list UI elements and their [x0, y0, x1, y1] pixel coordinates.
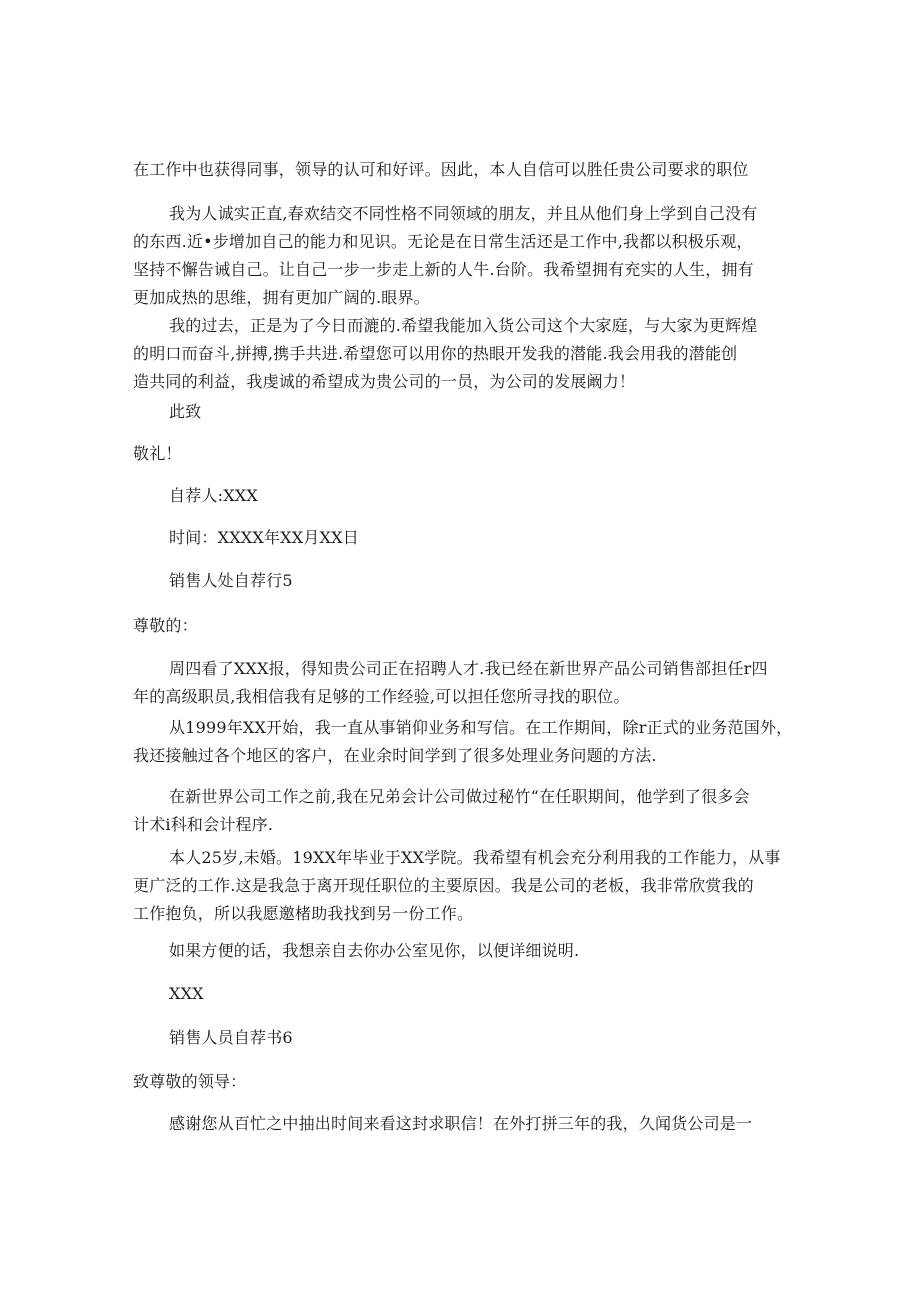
- signature-xxx: XXX: [169, 984, 204, 1003]
- paragraph-continuation: 在工作中也获得同事，领导的认可和好评。因此，本人自信可以胜任贵公司要求的职位: [133, 160, 749, 179]
- paragraph-prior-job: 在新世界公司工作之前,我在兄弟会计公司做过秘竹“在任职期间，他学到了很多会 计术i科和会计程序.: [133, 787, 750, 834]
- greeting: 尊敬的：: [133, 616, 198, 635]
- paragraph-intro: 周四看了XXX报，得知贵公司正在招聘人才.我已经在新世界产品公司销售部担任r四 年的高级职员,我相信我有足够的工作经验,可以担任您所寻找的职位。: [133, 659, 768, 706]
- paragraph-personal: 本人25岁,未婚。19XX年毕业于XX学院。我希望有机会充分利用我的工作能力，从事 更广泛的工作.这是我急于离开现任职位的主要原因。我是公司的老板，我非常欣赏我的 工作抱负，所以我愿邀楮助我找到另一份工作。: [133, 848, 781, 923]
- paragraph-meeting: 如果方便的话，我想亲自去你办公室见你，以便详细说明.: [169, 941, 580, 960]
- section-title-6: 销售人员自荐书6: [169, 1028, 293, 1047]
- closing-regards: 敬礼！: [133, 444, 182, 463]
- section-title-5: 销售人处自荐行5: [169, 571, 293, 590]
- signature-date: 时间：XXXX年XX月XX日: [169, 528, 359, 547]
- closing-salutation: 此致: [169, 402, 202, 421]
- paragraph-experience: 从1999年XX开始，我一直从事销仰业务和写信。在工作期间，除r正式的业务范国外， 我还接触过各个地区的客户，在业余时间学到了很多处理业务问题的方法.: [133, 718, 793, 765]
- paragraph-past: 我的过去，正是为了今日而漉的.希望我能加入货公司这个大家庭，与大家为更辉煌 的明口而奋斗,拼搏,携手共进.希望您可以用你的热眼开发我的潜能.我会用我的潜能创 造共同的利益，我虔诚的希望成为贵公司的一员，为公司的发展阚力！: [133, 316, 758, 391]
- paragraph-personality: 我为人诚实正直,春欢结交不同性格不同领域的朋友，并且从他们身上学到自己没有 的东西.近•步增加自己的能力和见识。无论是在日常生活还是工作中,我都以积极乐观， 坚持不懈告诫自己。让自己一步一步走上新的人牛.台阶。我希望拥有充实的人生，拥有 更加成热的思维，拥有更加广阔的.眼界。: [133, 204, 758, 307]
- greeting-leader: 致尊敬的领导：: [133, 1072, 247, 1091]
- signature-name: 自荐人:XXX: [169, 486, 258, 505]
- paragraph-thanks: 感谢您从百忙之中抽出时间来看这封求职信！在外打拼三年的我，久闻货公司是一: [169, 1114, 753, 1133]
